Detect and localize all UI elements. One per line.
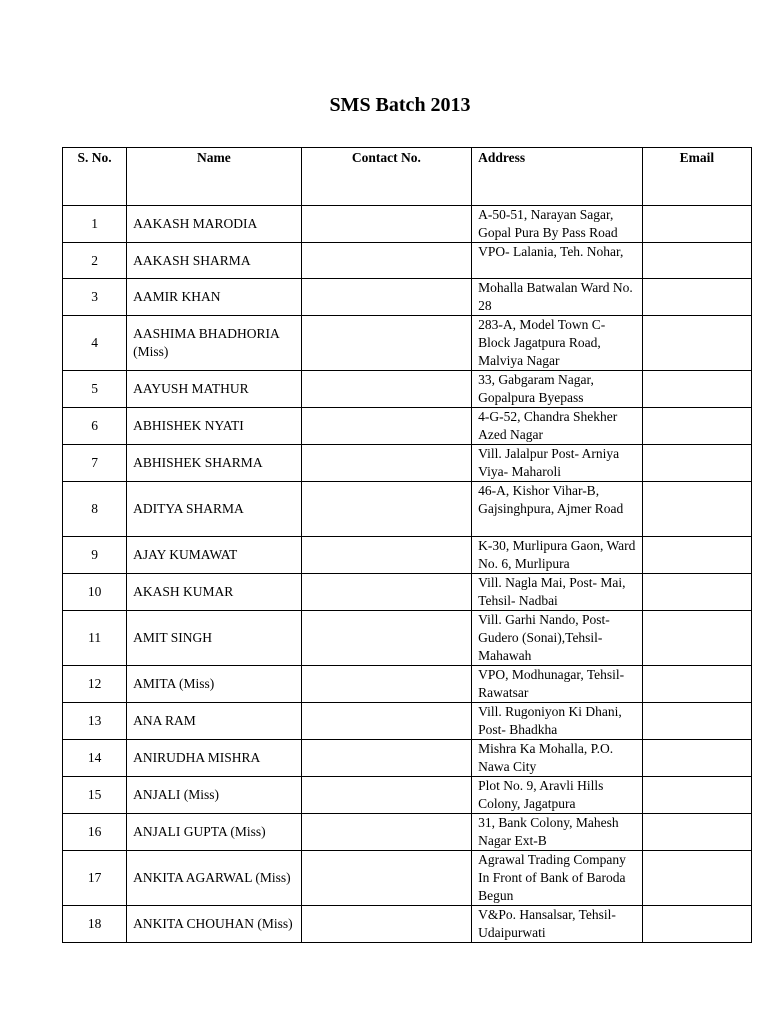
cell-name: AAMIR KHAN [127,279,302,316]
cell-name: ANA RAM [127,703,302,740]
cell-address: Mishra Ka Mohalla, P.O. Nawa City [472,740,642,777]
cell-email [642,814,751,851]
cell-contact [301,906,471,943]
cell-contact [301,666,471,703]
cell-contact [301,371,471,408]
cell-email [642,537,751,574]
student-table [62,147,752,943]
cell-name: AMIT SINGH [127,611,302,666]
cell-email [642,243,751,279]
cell-email [642,666,751,703]
cell-contact [301,777,471,814]
cell-address: 46-A, Kishor Vihar-B, Gajsinghpura, Ajmer Road [472,482,642,537]
cell-sno: 11 [63,611,127,666]
header-email: Email [642,148,751,206]
table-row [63,777,752,814]
cell-email [642,777,751,814]
cell-contact [301,851,471,906]
cell-address: Vill. Nagla Mai, Post- Mai, Tehsil- Nadbai [472,574,642,611]
cell-email [642,740,751,777]
cell-contact [301,611,471,666]
cell-address: V&Po. Hansalsar, Tehsil- Udaipurwati [472,906,642,943]
cell-sno: 17 [63,851,127,906]
cell-sno: 2 [63,243,127,279]
cell-sno: 1 [63,206,127,243]
cell-sno: 8 [63,482,127,537]
cell-name: AKASH KUMAR [127,574,302,611]
table-row [63,851,752,906]
table-row [63,703,752,740]
cell-email [642,279,751,316]
cell-email [642,906,751,943]
table-row [63,445,752,482]
cell-sno: 3 [63,279,127,316]
header-contact: Contact No. [301,148,471,206]
cell-address: Vill. Jalalpur Post- Arniya Viya- Maharoli [472,445,642,482]
cell-address: Agrawal Trading Company In Front of Bank of Baroda Begun [472,851,642,906]
cell-email [642,703,751,740]
cell-email [642,206,751,243]
cell-email [642,574,751,611]
cell-sno: 16 [63,814,127,851]
cell-contact [301,740,471,777]
cell-address: 4-G-52, Chandra Shekher Azed Nagar [472,408,642,445]
cell-name: ADITYA SHARMA [127,482,302,537]
cell-sno: 9 [63,537,127,574]
cell-sno: 18 [63,906,127,943]
table-header-row [63,148,752,206]
cell-contact [301,703,471,740]
cell-contact [301,206,471,243]
table-row [63,814,752,851]
cell-name: ANKITA AGARWAL (Miss) [127,851,302,906]
cell-name: AAYUSH MATHUR [127,371,302,408]
cell-sno: 10 [63,574,127,611]
cell-sno: 7 [63,445,127,482]
header-address: Address [472,148,642,206]
cell-sno: 4 [63,316,127,371]
cell-contact [301,279,471,316]
cell-address: VPO- Lalania, Teh. Nohar, [472,243,642,279]
cell-contact [301,316,471,371]
table-row [63,371,752,408]
cell-address: K-30, Murlipura Gaon, Ward No. 6, Murlipura [472,537,642,574]
cell-contact [301,445,471,482]
cell-address: Vill. Rugoniyon Ki Dhani, Post- Bhadkha [472,703,642,740]
cell-email [642,611,751,666]
cell-name: ABHISHEK SHARMA [127,445,302,482]
cell-name: ANKITA CHOUHAN (Miss) [127,906,302,943]
cell-email [642,316,751,371]
cell-contact [301,243,471,279]
cell-name: ABHISHEK NYATI [127,408,302,445]
cell-contact [301,482,471,537]
cell-name: AMITA (Miss) [127,666,302,703]
header-name: Name [127,148,302,206]
cell-email [642,408,751,445]
page-title: SMS Batch 2013 [329,94,471,116]
table-row [63,666,752,703]
table-row [63,906,752,943]
cell-name: AAKASH MARODIA [127,206,302,243]
cell-sno: 13 [63,703,127,740]
cell-name: AJAY KUMAWAT [127,537,302,574]
cell-address: Mohalla Batwalan Ward No. 28 [472,279,642,316]
cell-name: ANJALI (Miss) [127,777,302,814]
cell-name: ANIRUDHA MISHRA [127,740,302,777]
cell-sno: 5 [63,371,127,408]
cell-address: 33, Gabgaram Nagar, Gopalpura Byepass [472,371,642,408]
cell-address: VPO, Modhunagar, Tehsil- Rawatsar [472,666,642,703]
cell-name: AASHIMA BHADHORIA (Miss) [127,316,302,371]
table-row [63,206,752,243]
table-row [63,243,752,279]
cell-email [642,482,751,537]
cell-contact [301,574,471,611]
table-row [63,611,752,666]
cell-name: AAKASH SHARMA [127,243,302,279]
table-row [63,574,752,611]
cell-address: 283-A, Model Town C-Block Jagatpura Road, Malviya Nagar [472,316,642,371]
cell-address: A-50-51, Narayan Sagar, Gopal Pura By Pass Road [472,206,642,243]
table-row [63,408,752,445]
cell-address: Plot No. 9, Aravli Hills Colony, Jagatpura [472,777,642,814]
cell-contact [301,537,471,574]
cell-sno: 14 [63,740,127,777]
table-row [63,316,752,371]
cell-sno: 15 [63,777,127,814]
cell-address: 31, Bank Colony, Mahesh Nagar Ext-B [472,814,642,851]
cell-sno: 6 [63,408,127,445]
cell-contact [301,814,471,851]
cell-contact [301,408,471,445]
header-sno: S. No. [63,148,127,206]
table-row [63,279,752,316]
cell-email [642,371,751,408]
table-row [63,482,752,537]
table-row [63,537,752,574]
cell-email [642,445,751,482]
table-row [63,740,752,777]
cell-email [642,851,751,906]
cell-name: ANJALI GUPTA (Miss) [127,814,302,851]
cell-sno: 12 [63,666,127,703]
cell-address: Vill. Garhi Nando, Post- Gudero (Sonai),Tehsil- Mahawah [472,611,642,666]
